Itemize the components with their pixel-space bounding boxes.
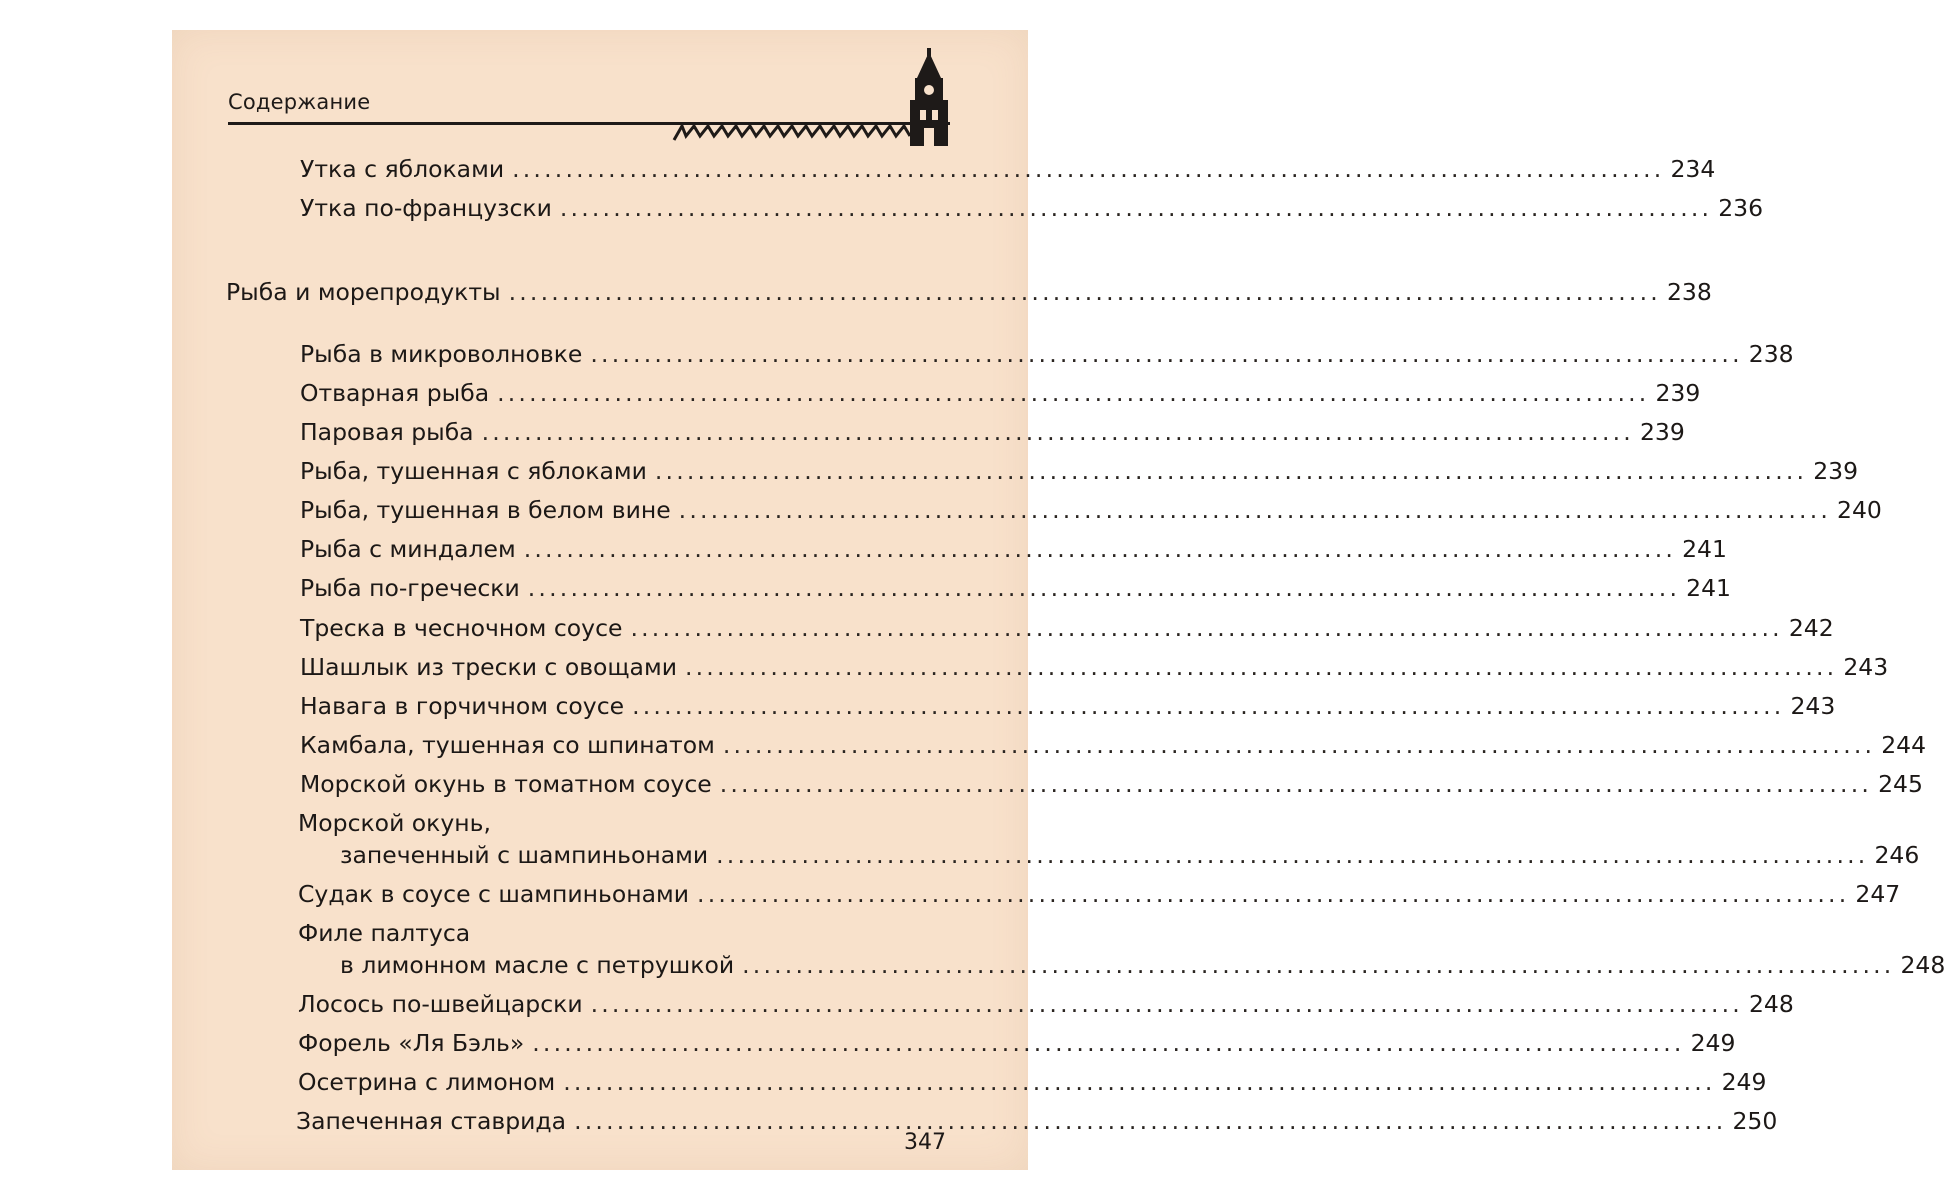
toc-entry-page: 247 (1855, 880, 1901, 908)
toc-entry[interactable] (300, 379, 1701, 407)
toc-leader-dots: ............................................................................................................ (523, 535, 1677, 563)
toc-entry[interactable] (298, 880, 1901, 908)
toc-leader-dots: ............................................................................................................ (630, 614, 1783, 642)
toc-entry-page: 249 (1721, 1068, 1767, 1096)
toc-leader-dots: ............................................................................................................ (559, 194, 1713, 222)
toc-entry-page: 240 (1837, 496, 1882, 524)
toc-entry-title: Шашлык из трески с овощами (300, 653, 677, 681)
toc-leader-dots: ............................................................................................................ (716, 841, 1869, 869)
toc-entry-page: 239 (1813, 457, 1859, 485)
toc-leader-dots: ............................................................................................................ (742, 951, 1895, 979)
toc-leader-dots: ............................................................................................................ (563, 1068, 1716, 1096)
toc-entry-page: 234 (1670, 155, 1716, 183)
toc-entry-page: 242 (1788, 614, 1834, 642)
toc-entry-page: 241 (1686, 574, 1731, 602)
toc-entry-title: Форель «Ля Бэль» (298, 1029, 525, 1057)
toc-entry[interactable] (300, 535, 1727, 563)
toc-entry[interactable] (300, 692, 1836, 720)
toc-leader-dots: ............................................................................................................ (527, 574, 1681, 602)
toc-entry-title-line2: запеченный с шампиньонами (340, 841, 709, 869)
toc-entry[interactable] (300, 418, 1685, 446)
page-header-title: Содержание (228, 90, 371, 114)
toc-entry-page: 249 (1690, 1029, 1736, 1057)
toc-entry[interactable] (300, 574, 1731, 602)
toc-entry-title-line1[interactable]: Филе палтуса (298, 919, 471, 947)
toc-entry[interactable] (340, 841, 1920, 869)
toc-entry-title-line1[interactable]: Морской окунь, (298, 809, 491, 837)
toc-entry[interactable] (300, 770, 1923, 798)
toc-entry-title: Рыба, тушенная в белом вине (300, 496, 671, 524)
toc-entry-page: 244 (1881, 731, 1927, 759)
toc-entry-page: 239 (1639, 418, 1685, 446)
toc-entry[interactable] (300, 731, 1927, 759)
toc-entry[interactable] (298, 1068, 1767, 1096)
toc-entry-title: Судак в соусе с шампиньонами (298, 880, 690, 908)
toc-entry-title: Треска в чесночном соусе (300, 614, 623, 642)
toc-entry-title: Рыба с миндалем (300, 535, 516, 563)
toc-entry-page: 248 (1900, 951, 1945, 979)
toc-entry-title: Утка с яблоками (300, 155, 505, 183)
toc-entry[interactable] (300, 340, 1794, 368)
toc-entry-title-line2: в лимонном масле с петрушкой (340, 951, 735, 979)
toc-leader-dots: ............................................................................................................ (678, 496, 1832, 524)
toc-leader-dots: ............................................................................................................ (512, 155, 1665, 183)
kremlin-tower-ornament (670, 48, 960, 148)
toc-leader-dots: ............................................................................................................ (632, 692, 1785, 720)
toc-entry-title: Запеченная ставрида (296, 1107, 567, 1135)
toc-leader-dots: ............................................................................................................ (654, 457, 1808, 485)
toc-entry[interactable] (298, 990, 1794, 1018)
toc-entry-page: 250 (1732, 1107, 1778, 1135)
toc-section-entry[interactable] (226, 278, 1712, 306)
book-page (172, 30, 1945, 1170)
toc-entry[interactable] (300, 155, 1716, 183)
toc-entry-page: 245 (1878, 770, 1923, 798)
toc-leader-dots: ............................................................................................................ (481, 418, 1634, 446)
toc-entry[interactable] (300, 194, 1764, 222)
toc-entry-title: Рыба, тушенная с яблоками (300, 457, 647, 485)
toc-entry[interactable] (296, 1107, 1778, 1135)
toc-entry-title: Паровая рыба (300, 418, 474, 446)
toc-leader-dots: ............................................................................................................ (722, 731, 1876, 759)
toc-entry[interactable] (340, 951, 1945, 979)
toc-leader-dots: ............................................................................................................ (497, 379, 1650, 407)
toc-entry-page: 248 (1748, 990, 1794, 1018)
toc-entry-title: Осетрина с лимоном (298, 1068, 556, 1096)
toc-entry-page: 239 (1655, 379, 1701, 407)
toc-entry-page: 241 (1682, 535, 1727, 563)
toc-entry-page: 236 (1718, 194, 1764, 222)
toc-leader-dots: ............................................................................................................ (590, 340, 1743, 368)
toc-entry-page: 243 (1843, 653, 1889, 681)
toc-entry[interactable] (300, 653, 1889, 681)
toc-entry-title: Рыба в микроволновке (300, 340, 583, 368)
toc-entry-title: Рыба и морепродукты (226, 278, 501, 306)
toc-entry-page: 238 (1666, 278, 1712, 306)
toc-leader-dots: ............................................................................................................ (697, 880, 1850, 908)
toc-leader-dots: ............................................................................................................ (508, 278, 1661, 306)
toc-entry-page: 238 (1748, 340, 1794, 368)
toc-leader-dots: ............................................................................................................ (684, 653, 1838, 681)
toc-entry-title: Отварная рыба (300, 379, 490, 407)
toc-entry-title: Камбала, тушенная со шпинатом (300, 731, 715, 759)
toc-entry[interactable] (300, 614, 1834, 642)
toc-leader-dots: ............................................................................................................ (590, 990, 1743, 1018)
toc-entry[interactable] (300, 457, 1859, 485)
toc-entry[interactable] (300, 496, 1882, 524)
toc-entry-title: Навага в горчичном соусе (300, 692, 625, 720)
toc-entry-title: Рыба по-гречески (300, 574, 520, 602)
toc-entry-page: 246 (1874, 841, 1920, 869)
toc-entry-page: 243 (1790, 692, 1836, 720)
toc-leader-dots: ............................................................................................................ (574, 1107, 1727, 1135)
toc-entry[interactable] (298, 1029, 1736, 1057)
toc-entry-title: Утка по-французски (300, 194, 552, 222)
toc-entry-title: Лосось по-швейцарски (298, 990, 583, 1018)
toc-leader-dots: ............................................................................................................ (532, 1029, 1685, 1057)
page-number: 347 (904, 1130, 946, 1155)
toc-leader-dots: ............................................................................................................ (719, 770, 1873, 798)
toc-entry-title: Морской окунь в томатном соусе (300, 770, 712, 798)
